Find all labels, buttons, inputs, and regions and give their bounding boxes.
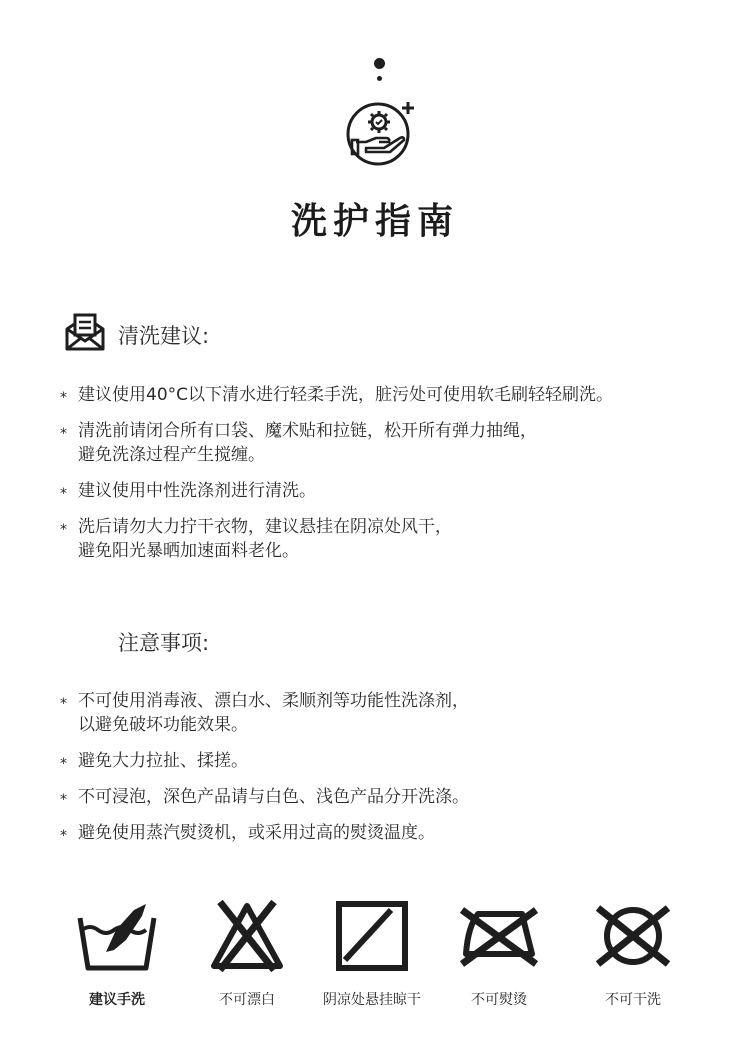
bullet-star: * [60,486,67,502]
hand-wash-icon [76,900,158,972]
care-list [60,689,740,857]
no-tumble-dry-icon [592,900,674,972]
shade-line-dry-icon [331,900,413,972]
envelope-letter-icon [64,313,106,351]
bullet-star: * [60,696,67,712]
list-item: * 建议使用40°C以下清水进行轻柔手洗，脏污处可使用软毛刷轻轻刷洗。 [60,383,740,407]
bullet-star: * [60,792,67,808]
hand-wash-label: 建议手洗 [89,992,145,1008]
wash-list [60,383,740,575]
no-tumble-dry-label: 不可干洗 [605,992,661,1008]
no-iron-label: 不可熨烫 [471,992,527,1008]
bullet-star: * [60,522,67,538]
shade-line-dry-label: 阴凉处悬挂晾干 [323,992,421,1008]
no-bleach-label: 不可漂白 [219,992,275,1008]
list-item: * 避免使用蒸汽熨烫机，或采用过高的熨烫温度。 [60,821,740,845]
list-item: * 清洗前请闭合所有口袋、魔术贴和拉链，松开所有弹力抽绳， 避免洗涤过程产生搅缠。 [60,421,537,465]
bullet-star: * [60,756,67,772]
care-hand-gear-icon [340,100,420,166]
care-section-heading: 注意事项: [118,631,210,655]
decor-dot-small [377,76,382,81]
no-iron-icon [458,900,540,972]
bullet-star: * [60,828,67,844]
list-item: * 不可使用消毒液、漂白水、柔顺剂等功能性洗涤剂， 以避免破坏功能效果。 [60,691,469,735]
list-item: * 建议使用中性洗涤剂进行清洗。 [60,479,740,503]
page-title: 洗护指南 [290,201,459,242]
bullet-star: * [60,426,67,442]
list-item: * 不可浸泡，深色产品请与白色、浅色产品分开洗涤。 [60,785,740,809]
list-item: * 洗后请勿大力拧干衣物，建议悬挂在阴凉处风干， 避免阳光暴晒加速面料老化。 [60,517,452,561]
decor-dot-large [374,58,385,69]
wash-section-heading: 清洗建议: [118,324,210,348]
list-item: * 避免大力拉扯、揉搓。 [60,749,740,773]
bullet-star: * [60,390,67,406]
no-bleach-icon [206,900,288,972]
